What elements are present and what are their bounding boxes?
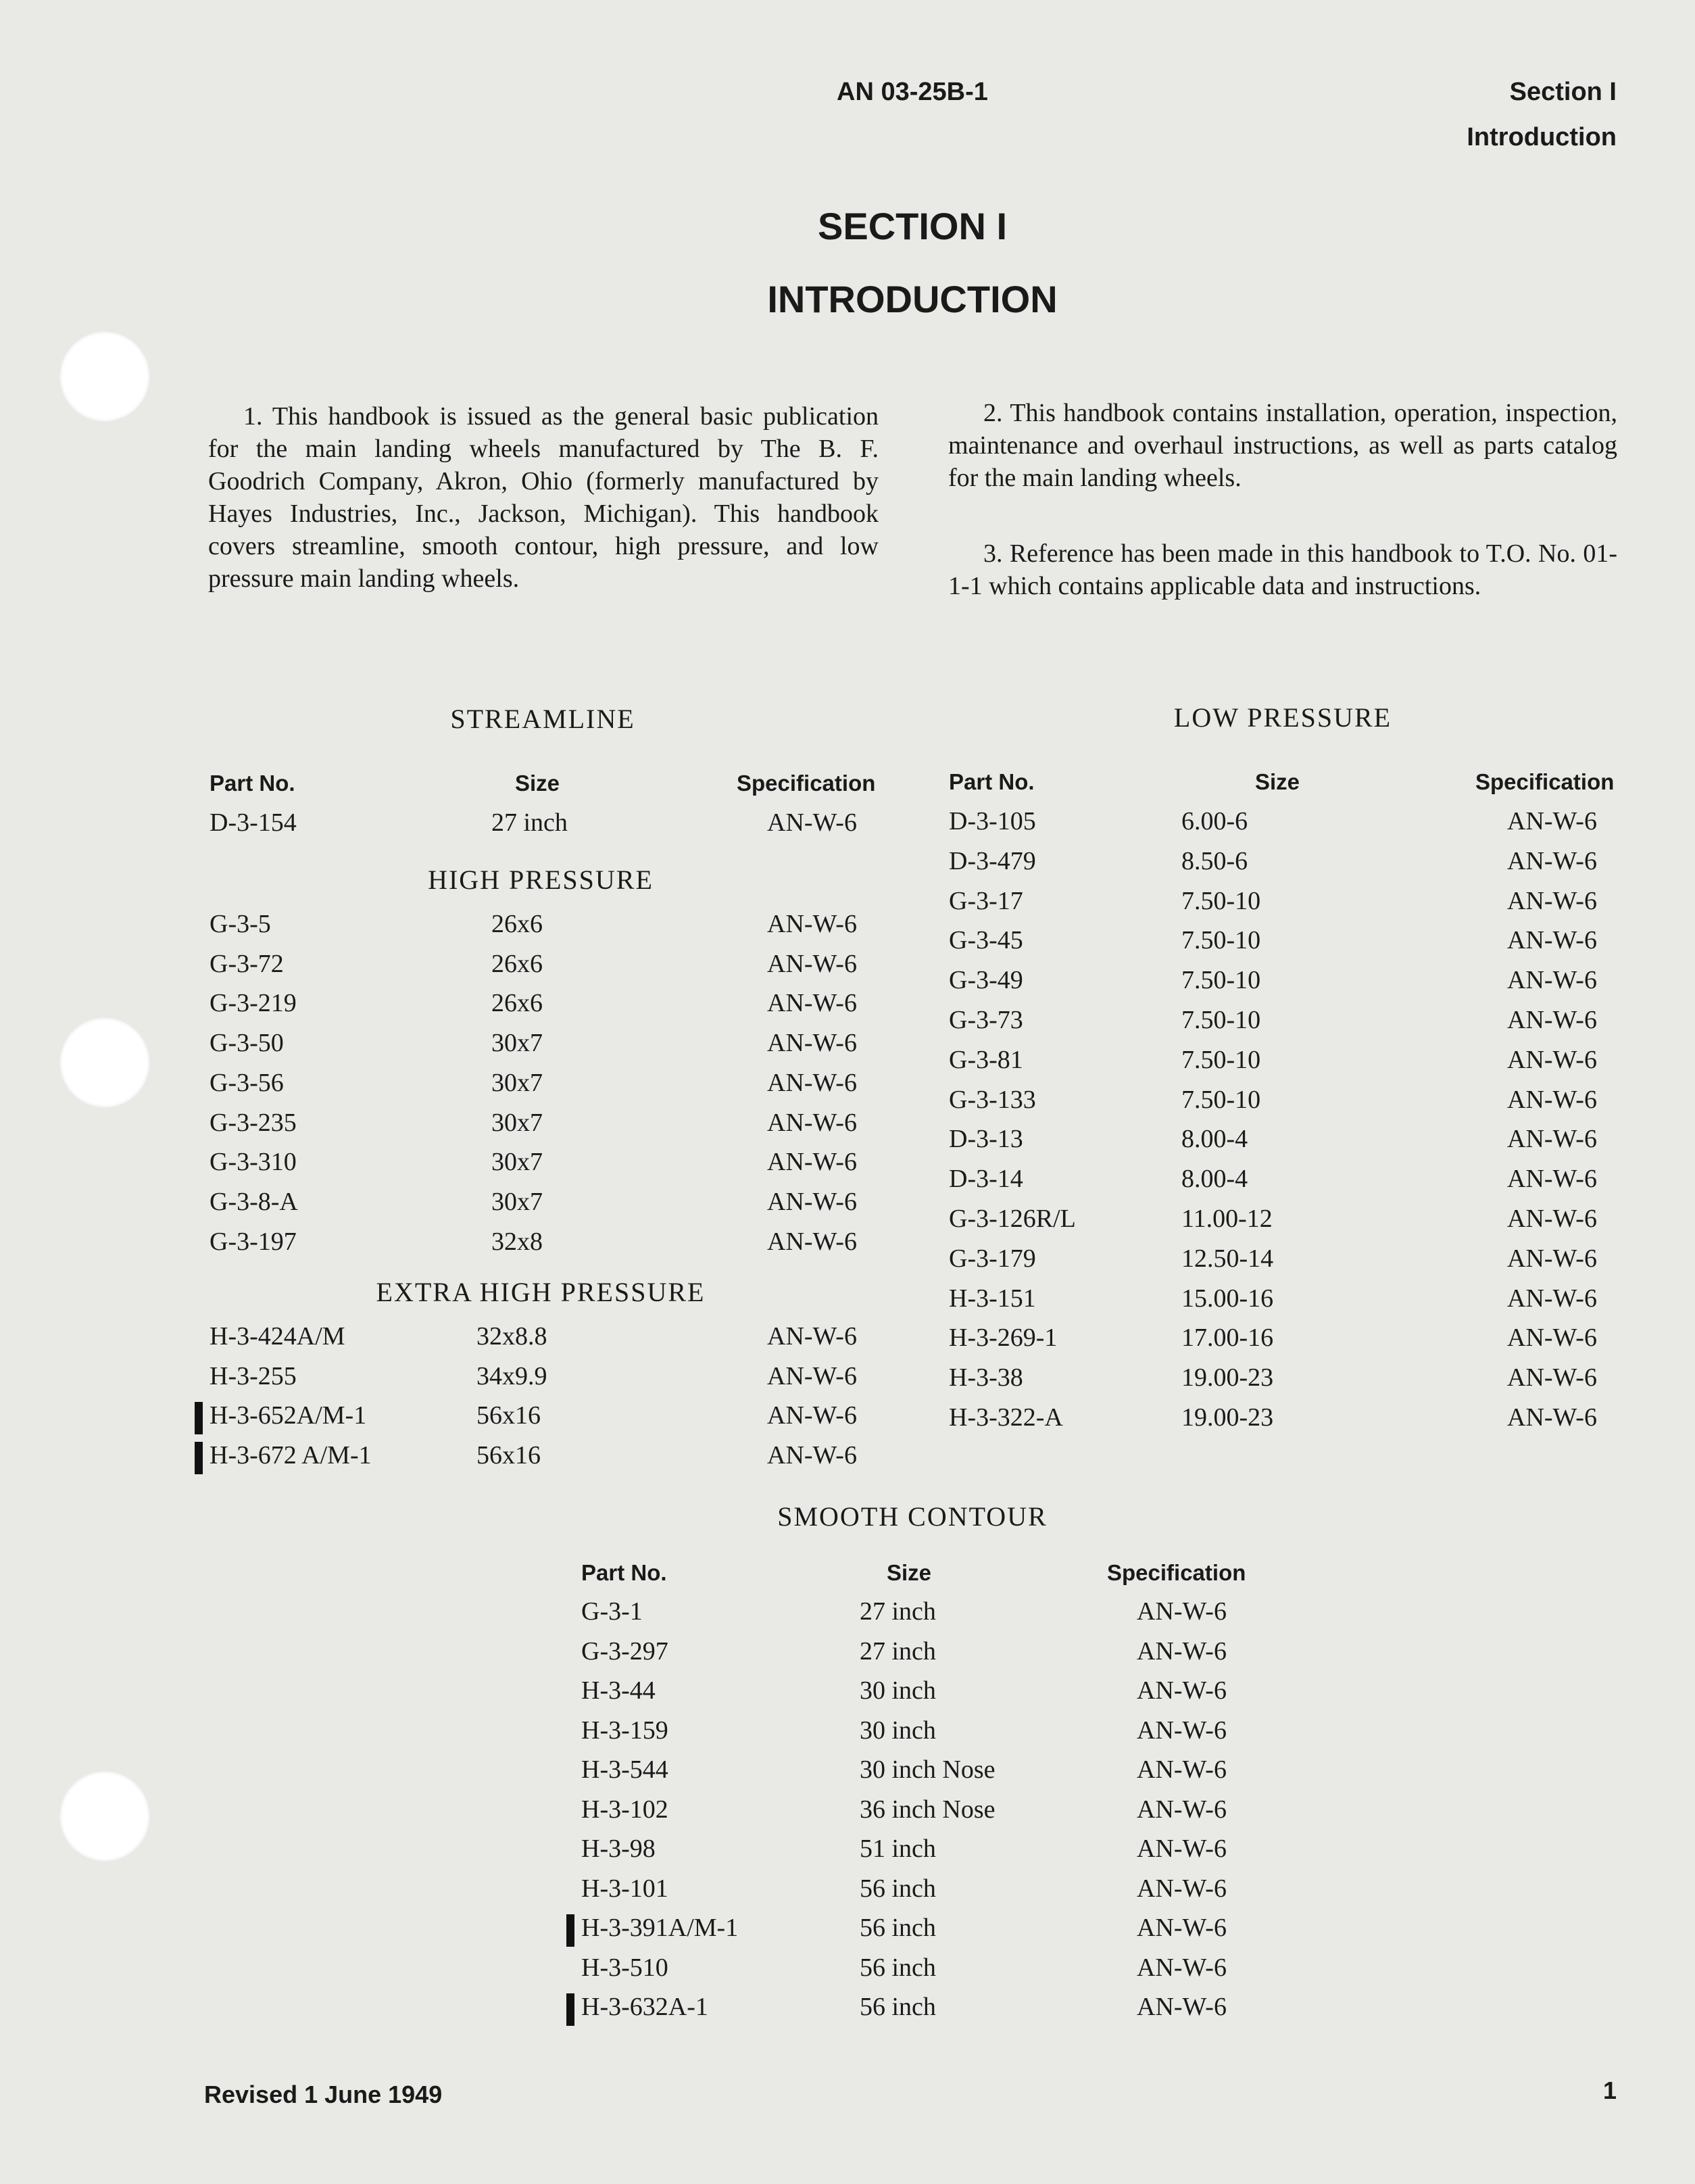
part-number: G-3-56 — [210, 1068, 284, 1097]
doc-number: AN 03-25B-1 — [837, 78, 988, 106]
specification: AN-W-6 — [1137, 1835, 1227, 1863]
specification: AN-W-6 — [1137, 1636, 1227, 1666]
specification: AN-W-6 — [1507, 1403, 1597, 1432]
part-number: G-3-49 — [949, 966, 1023, 995]
size: 36 inch Nose — [860, 1795, 996, 1824]
part-number: G-3-126R/L — [949, 1205, 1076, 1233]
specification: AN-W-6 — [767, 1108, 857, 1137]
size: 30x7 — [491, 1068, 543, 1097]
part-number: H-3-322-A — [949, 1403, 1063, 1432]
size: 8.50-6 — [1181, 846, 1248, 875]
table-row — [0, 846, 1695, 885]
specification: AN-W-6 — [767, 1148, 857, 1177]
center-col-size-header: Size — [887, 1560, 932, 1585]
size: 7.50-10 — [1181, 1006, 1261, 1034]
left-col-spec-header: Specification — [737, 771, 876, 796]
size: 56 inch — [860, 1914, 936, 1942]
part-number: G-3-133 — [949, 1085, 1036, 1114]
section-name: Introduction — [1467, 123, 1617, 151]
table-row — [0, 1440, 1695, 1480]
size: 32x8.8 — [476, 1322, 547, 1351]
part-number: H-3-255 — [210, 1361, 297, 1390]
specification: AN-W-6 — [1137, 1993, 1227, 2021]
part-number: H-3-102 — [581, 1795, 668, 1824]
size: 7.50-10 — [1181, 1085, 1261, 1114]
size: 27 inch — [491, 808, 568, 837]
table-row — [0, 1284, 1695, 1323]
size: 15.00-16 — [1181, 1284, 1274, 1313]
size: 7.50-10 — [1181, 966, 1261, 995]
table-row — [0, 1005, 1695, 1044]
specification: AN-W-6 — [767, 1029, 857, 1058]
part-number: H-3-391A/M-1 — [581, 1914, 739, 1942]
part-number: G-3-8-A — [210, 1187, 298, 1216]
specification: AN-W-6 — [1507, 1045, 1597, 1074]
size: 6.00-6 — [1181, 807, 1248, 835]
specification: AN-W-6 — [1507, 966, 1597, 995]
revision-date: Revised 1 June 1949 — [204, 2081, 443, 2108]
size: 7.50-10 — [1181, 1045, 1261, 1074]
size: 19.00-23 — [1181, 1363, 1274, 1392]
part-number: D-3-105 — [949, 807, 1036, 835]
part-number: H-3-101 — [581, 1874, 668, 1903]
table-row — [0, 1363, 1695, 1402]
revision-bar — [566, 1993, 574, 2026]
size: 26x6 — [491, 989, 543, 1018]
right-col-size-header: Size — [1255, 769, 1300, 794]
section-title: SECTION I — [817, 205, 1008, 247]
size: 30x7 — [491, 1108, 543, 1137]
part-number: H-3-151 — [949, 1284, 1036, 1313]
table-row — [0, 965, 1695, 1004]
size: 56 inch — [860, 1874, 936, 1903]
part-number: G-3-179 — [949, 1244, 1036, 1273]
size: 32x8 — [491, 1227, 543, 1256]
part-number: G-3-235 — [210, 1108, 297, 1137]
specification: AN-W-6 — [1507, 926, 1597, 955]
specification: AN-W-6 — [1137, 1874, 1227, 1903]
table-row — [0, 1244, 1695, 1283]
table-row — [0, 925, 1695, 965]
size: 27 inch — [860, 1597, 936, 1626]
paragraph-2-text: 2. This handbook contains installation, operation, inspection, maintenance and overhaul instructions, as well as parts catalog for the main landing wheels. — [948, 399, 1617, 492]
part-number: G-3-5 — [210, 910, 271, 938]
center-col-spec-header: Specification — [1107, 1560, 1246, 1585]
size: 56x16 — [476, 1401, 541, 1430]
size: 30x7 — [491, 1187, 543, 1216]
part-number: G-3-73 — [949, 1006, 1023, 1034]
table-row — [0, 1953, 1695, 1992]
table-row — [0, 1795, 1695, 1834]
table-row — [0, 1597, 1695, 1636]
specification: AN-W-6 — [767, 949, 857, 978]
part-number: D-3-479 — [949, 846, 1036, 875]
size: 8.00-4 — [1181, 1125, 1248, 1154]
section-subtitle: INTRODUCTION — [767, 278, 1058, 320]
part-number: H-3-269-1 — [949, 1324, 1058, 1353]
specification: AN-W-6 — [1137, 1953, 1227, 1982]
size: 30 inch — [860, 1676, 936, 1705]
size: 7.50-10 — [1181, 886, 1261, 915]
part-number: H-3-510 — [581, 1953, 668, 1982]
smooth-contour-heading: SMOOTH CONTOUR — [777, 1501, 1048, 1532]
specification: AN-W-6 — [1507, 1006, 1597, 1034]
specification: AN-W-6 — [1137, 1676, 1227, 1705]
part-number: H-3-632A-1 — [581, 1993, 708, 2021]
right-col-part-header: Part No. — [949, 769, 1035, 794]
table-row — [0, 1164, 1695, 1203]
specification: AN-W-6 — [1507, 886, 1597, 915]
table-row — [0, 1874, 1695, 1913]
section-label: Section I — [1509, 78, 1617, 106]
specification: AN-W-6 — [1507, 1244, 1597, 1273]
specification: AN-W-6 — [767, 1441, 857, 1470]
part-number: G-3-81 — [949, 1045, 1023, 1074]
low-pressure-heading: LOW PRESSURE — [1173, 702, 1392, 733]
size: 30x7 — [491, 1148, 543, 1177]
part-number: G-3-310 — [210, 1148, 297, 1177]
specification: AN-W-6 — [1137, 1755, 1227, 1784]
specification: AN-W-6 — [1507, 1324, 1597, 1353]
table-row — [0, 1755, 1695, 1794]
size: 51 inch — [860, 1835, 936, 1863]
size: 56x16 — [476, 1441, 541, 1470]
specification: AN-W-6 — [767, 1361, 857, 1390]
table-row — [0, 1636, 1695, 1676]
paragraph-3-text: 3. Reference has been made in this handbook to T.O. No. 01-1-1 which contains applicable data and instructions. — [948, 539, 1617, 600]
revision-bar — [566, 1914, 574, 1947]
table-row — [0, 1085, 1695, 1124]
extra-high-pressure-heading: EXTRA HIGH PRESSURE — [376, 1277, 706, 1307]
page-number: 1 — [1602, 2077, 1617, 2104]
part-number: D-3-154 — [210, 808, 297, 837]
revision-bar — [195, 1442, 203, 1474]
size: 11.00-12 — [1181, 1205, 1273, 1233]
paragraph-3 — [948, 537, 1617, 602]
paragraph-2 — [948, 397, 1617, 494]
part-number: G-3-17 — [949, 886, 1023, 915]
specification: AN-W-6 — [1507, 1165, 1597, 1194]
part-number: G-3-197 — [210, 1227, 297, 1256]
specification: AN-W-6 — [767, 989, 857, 1018]
part-number: H-3-159 — [581, 1716, 668, 1745]
size: 27 inch — [860, 1636, 936, 1666]
part-number: G-3-50 — [210, 1029, 284, 1058]
paragraph-1-text: 1. This handbook is issued as the general basic publication for the main landing wheels manufactured by The B. F. Goodrich Company, Akron, Ohio (formerly manufactured by Hayes Industries, Inc., Jackson, Michigan). This handbook covers streamline, smooth contour, high pressure, and low pressure main landing wheels. — [208, 402, 879, 593]
left-col-size-header: Size — [515, 771, 560, 796]
high-pressure-heading: HIGH PRESSURE — [428, 865, 654, 895]
specification: AN-W-6 — [767, 1227, 857, 1256]
specification: AN-W-6 — [1507, 846, 1597, 875]
table-row — [0, 1403, 1695, 1442]
table-row — [0, 1323, 1695, 1362]
size: 34x9.9 — [476, 1361, 547, 1390]
punch-hole-top — [59, 331, 150, 422]
table-row — [0, 1716, 1695, 1755]
size: 56 inch — [860, 1953, 936, 1982]
table-row — [0, 1045, 1695, 1084]
part-number: D-3-14 — [949, 1165, 1023, 1194]
part-number: H-3-424A/M — [210, 1322, 345, 1351]
part-number: H-3-544 — [581, 1755, 668, 1784]
right-col-spec-header: Specification — [1475, 769, 1615, 794]
size: 8.00-4 — [1181, 1165, 1248, 1194]
left-col-part-header: Part No. — [210, 771, 295, 796]
part-number: H-3-652A/M-1 — [210, 1401, 367, 1430]
specification: AN-W-6 — [1507, 1085, 1597, 1114]
specification: AN-W-6 — [767, 1068, 857, 1097]
table-row — [0, 1676, 1695, 1715]
part-number: G-3-297 — [581, 1636, 668, 1666]
size: 56 inch — [860, 1993, 936, 2021]
size: 26x6 — [491, 910, 543, 938]
size: 12.50-14 — [1181, 1244, 1274, 1273]
size: 17.00-16 — [1181, 1324, 1274, 1353]
table-row — [0, 1913, 1695, 1952]
size: 30 inch Nose — [860, 1755, 996, 1784]
specification: AN-W-6 — [1507, 1363, 1597, 1392]
part-number: G-3-72 — [210, 949, 284, 978]
part-number: H-3-38 — [949, 1363, 1023, 1392]
table-row — [0, 1834, 1695, 1873]
part-number: D-3-13 — [949, 1125, 1023, 1154]
specification: AN-W-6 — [767, 910, 857, 938]
size: 30 inch — [860, 1716, 936, 1745]
part-number: H-3-672 A/M-1 — [210, 1441, 372, 1470]
specification: AN-W-6 — [1137, 1716, 1227, 1745]
specification: AN-W-6 — [767, 1187, 857, 1216]
part-number: G-3-45 — [949, 926, 1023, 955]
streamline-heading: STREAMLINE — [450, 704, 635, 734]
specification: AN-W-6 — [767, 1322, 857, 1351]
specification: AN-W-6 — [1137, 1914, 1227, 1942]
table-row — [0, 1124, 1695, 1163]
specification: AN-W-6 — [767, 1401, 857, 1430]
table-row — [0, 1204, 1695, 1243]
specification: AN-W-6 — [1507, 1125, 1597, 1154]
specification: AN-W-6 — [1137, 1597, 1227, 1626]
part-number: G-3-219 — [210, 989, 297, 1018]
center-col-part-header: Part No. — [581, 1560, 667, 1585]
specification: AN-W-6 — [1137, 1795, 1227, 1824]
part-number: H-3-98 — [581, 1835, 656, 1863]
specification: AN-W-6 — [1507, 1284, 1597, 1313]
size: 19.00-23 — [1181, 1403, 1274, 1432]
table-row — [0, 886, 1695, 925]
specification: AN-W-6 — [1507, 1205, 1597, 1233]
part-number: G-3-1 — [581, 1597, 643, 1626]
table-row — [0, 1992, 1695, 2031]
specification: AN-W-6 — [767, 808, 857, 837]
size: 26x6 — [491, 949, 543, 978]
size: 7.50-10 — [1181, 926, 1261, 955]
paragraph-1 — [208, 400, 879, 595]
size: 30x7 — [491, 1029, 543, 1058]
specification: AN-W-6 — [1507, 807, 1597, 835]
table-row — [0, 806, 1695, 846]
part-number: H-3-44 — [581, 1676, 656, 1705]
